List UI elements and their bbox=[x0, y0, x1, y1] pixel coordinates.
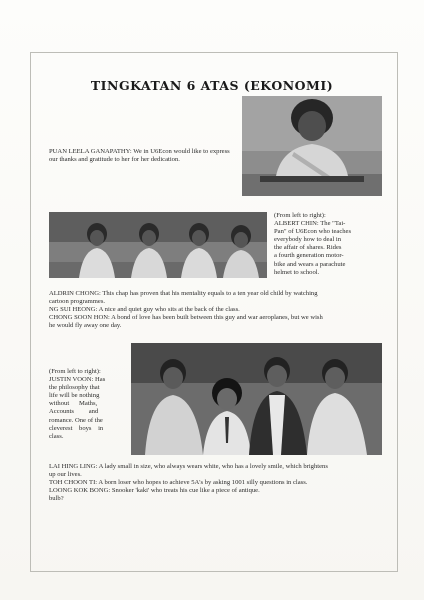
entry-line: ALDRIN CHONG: This chap has proven that his mentality equals to a ten year old child by watching bbox=[49, 290, 318, 297]
entry-line: cartoon programmes. bbox=[49, 298, 106, 306]
teacher-photo bbox=[242, 96, 382, 196]
group1-caption bbox=[274, 212, 386, 277]
entry-line: LAI HING LING: A lady small in size, who always wears white, who has a lovely smile, which brightens bbox=[49, 463, 328, 470]
page-title: TINGKATAN 6 ATAS (EKONOMI) bbox=[90, 78, 334, 93]
group2-caption-lead: (From left to right): bbox=[49, 368, 101, 375]
caption-line: Pan" of U6Econ who teaches bbox=[274, 228, 352, 236]
entry-line: CHONG SOON HON: A bond of love has been built between this guy and war aeroplanes, but we wish bbox=[49, 314, 323, 322]
caption-line: the affair of shares. Rides bbox=[274, 244, 342, 252]
group2-entries bbox=[49, 463, 389, 503]
group1-caption-lead: (From left to right): bbox=[274, 212, 326, 219]
group2-caption bbox=[49, 368, 127, 441]
entry-line: bulb? bbox=[49, 495, 64, 503]
caption-line: class. bbox=[49, 432, 64, 440]
group-photo-2 bbox=[131, 343, 382, 455]
entry-line: NG SUI HEONG: A nice and quiet guy who sits at the back of the class. bbox=[49, 306, 240, 314]
caption-line: helmet to school. bbox=[274, 268, 320, 276]
entry-line: up our lives. bbox=[49, 471, 82, 479]
caption-line: ALBERT CHIN: The "Tai- bbox=[274, 220, 346, 228]
caption-line: romance. One of the bbox=[49, 416, 103, 424]
entry-line: LOONG KOK BONG: Snooker 'kaki' who treats his cue like a piece of antique. bbox=[49, 487, 260, 495]
group1-entries bbox=[49, 290, 389, 330]
entry-line: he would fly away one day. bbox=[49, 322, 122, 330]
caption-line: JUSTIN VOON: Has bbox=[49, 376, 106, 384]
caption-line: a fourth generation motor- bbox=[274, 252, 344, 260]
caption-line: everybody how to deal in bbox=[274, 236, 342, 244]
group-photo-1 bbox=[49, 212, 267, 278]
caption-line: Accounts and bbox=[49, 408, 99, 416]
caption-line: bike and wears a parachute bbox=[274, 260, 346, 268]
caption-line: without Maths, bbox=[49, 400, 98, 408]
teacher-caption: PUAN LEELA GANAPATHY: We in U6Econ would like to express our thanks and gratitude to her for her dedication. bbox=[49, 148, 230, 164]
caption-line: cleverest boys in bbox=[49, 424, 104, 432]
entry-line: TOH CHOON TI: A born loser who hopes to achieve 5A's by asking 1001 silly questions in class. bbox=[49, 479, 308, 487]
caption-line: the philosophy that bbox=[49, 384, 100, 392]
caption-line: life will be nothing bbox=[49, 392, 100, 400]
